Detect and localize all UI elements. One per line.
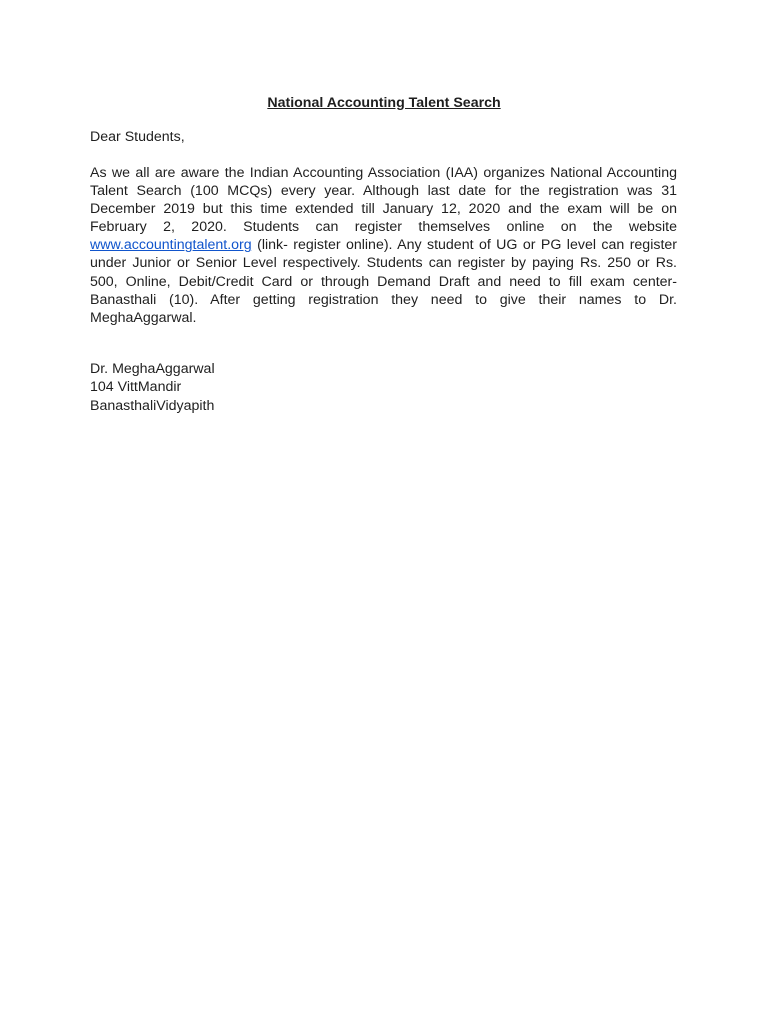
signature-address-line2: BanasthaliVidyapith (90, 397, 215, 414)
body-paragraph (90, 164, 677, 327)
body-text-part2: (link- register online). Any student of UG or PG level can register under Junior or Senior Level respectively. Students can register by paying Rs. 250 or Rs. 500, Online, Debit/Credit Card or through Demand Draft and need to fill exam center- Banasthali (10). After getting registration they need to give their names to Dr. MeghaAggarwal. (90, 237, 677, 326)
signature-name: Dr. MeghaAggarwal (90, 361, 215, 377)
website-link[interactable]: www.accountingtalent.org (90, 237, 252, 254)
salutation: Dear Students, (90, 129, 185, 145)
body-text-part1: As we all are aware the Indian Accounting Association (IAA) organizes National Accounting Talent Search (100 MCQs) every year. Although last date for the registration was 31 December 2019 but this time extended till January 12, 2020 and the exam will be on February 2, 2020. Students can register themselves online on the website (90, 165, 677, 236)
document-title: National Accounting Talent Search (267, 95, 501, 111)
signature-address-line1: 104 VittMandir (90, 379, 182, 396)
signature-block (90, 360, 215, 415)
